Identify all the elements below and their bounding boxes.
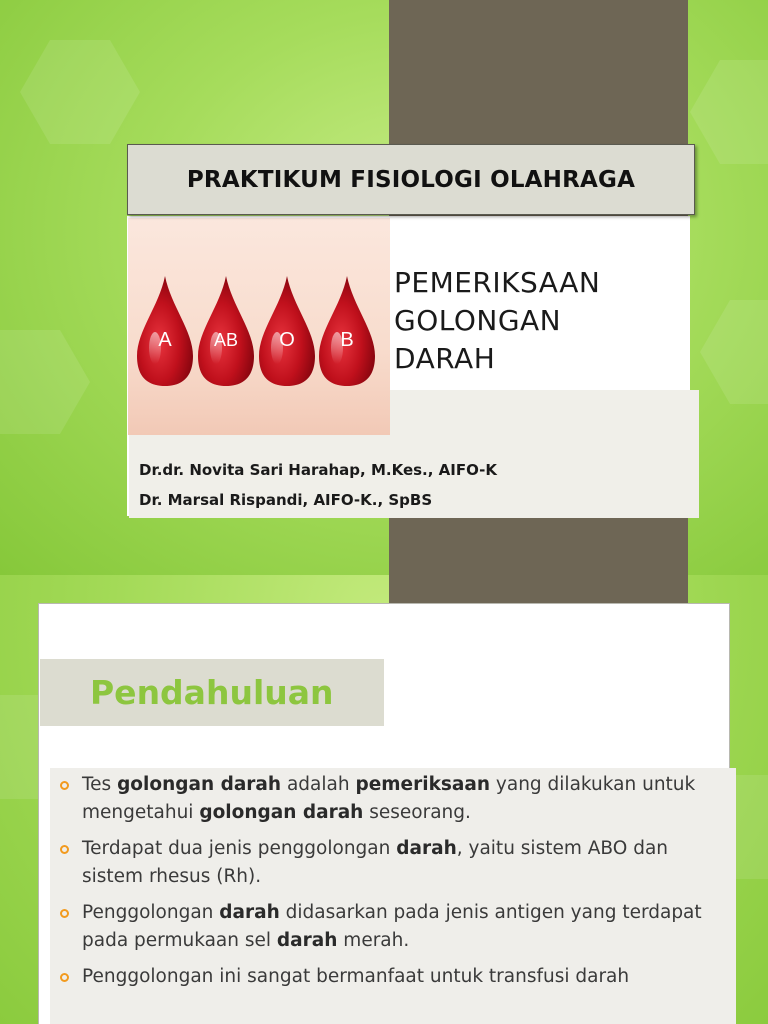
heading-box: [40, 659, 384, 726]
bullet-item: [58, 771, 732, 827]
bullet-text: seseorang.: [363, 802, 471, 823]
author-name: Dr.dr. Novita Sari Harahap, M.Kes., AIFO-K: [139, 461, 497, 479]
blood-drop-b: [319, 276, 375, 386]
blood-drop-ab: [198, 276, 254, 386]
bold-term: golongan darah: [199, 802, 364, 823]
blood-drop-o: [259, 276, 315, 386]
bullet-text: Tes: [82, 774, 118, 795]
title-box: [127, 144, 695, 215]
bold-term: golongan darah: [117, 774, 282, 795]
slide-title: PRAKTIKUM FISIOLOGI OLAHRAGA: [186, 166, 636, 193]
bold-term: pemeriksaan: [355, 774, 491, 795]
blood-type-label: B: [340, 329, 354, 351]
bullet-circle-icon: [60, 909, 69, 918]
author-list: [139, 455, 497, 515]
bullet-text: Penggolongan ini sangat bermanfaat untuk transfusi darah: [82, 966, 630, 987]
blood-type-label: AB: [213, 330, 239, 350]
hexagon-decoration: [0, 330, 90, 434]
bullet-item: [58, 963, 732, 991]
bullet-text: merah.: [337, 930, 410, 951]
bullet-item: [58, 835, 732, 891]
blood-type-label: O: [279, 329, 295, 351]
slide-subtitle: [394, 264, 686, 378]
bullet-text: , yaitu sistem ABO dan sistem rhesus (Rh).: [82, 838, 669, 887]
bullet-circle-icon: [60, 845, 69, 854]
blood-drop-a: [137, 276, 193, 386]
bullet-text: yang dilakukan untuk mengetahui: [82, 774, 696, 823]
bullet-text: Penggolongan: [82, 902, 220, 923]
bullet-text: adalah: [281, 774, 356, 795]
bold-term: darah: [396, 838, 457, 859]
intro-slide: [0, 575, 768, 1024]
hexagon-decoration: [20, 40, 140, 144]
blood-type-label: A: [158, 329, 172, 351]
section-heading: Pendahuluan: [90, 673, 334, 712]
bold-term: darah: [219, 902, 280, 923]
bullet-list: [58, 771, 732, 999]
subtitle-line: GOLONGAN: [394, 304, 562, 337]
hexagon-decoration: [690, 60, 768, 164]
hexagon-decoration: [700, 300, 768, 404]
bullet-circle-icon: [60, 781, 69, 790]
bullet-text: Terdapat dua jenis penggolongan: [82, 838, 397, 859]
author-name: Dr. Marsal Rispandi, AIFO-K., SpBS: [139, 491, 433, 509]
bullet-item: [58, 899, 732, 955]
bullet-text: didasarkan pada jenis antigen yang terdapat pada permukaan sel: [82, 902, 702, 951]
subtitle-line: PEMERIKSAAN: [394, 266, 601, 299]
bullet-circle-icon: [60, 973, 69, 982]
subtitle-line: DARAH: [394, 342, 496, 375]
bold-term: darah: [276, 930, 338, 951]
